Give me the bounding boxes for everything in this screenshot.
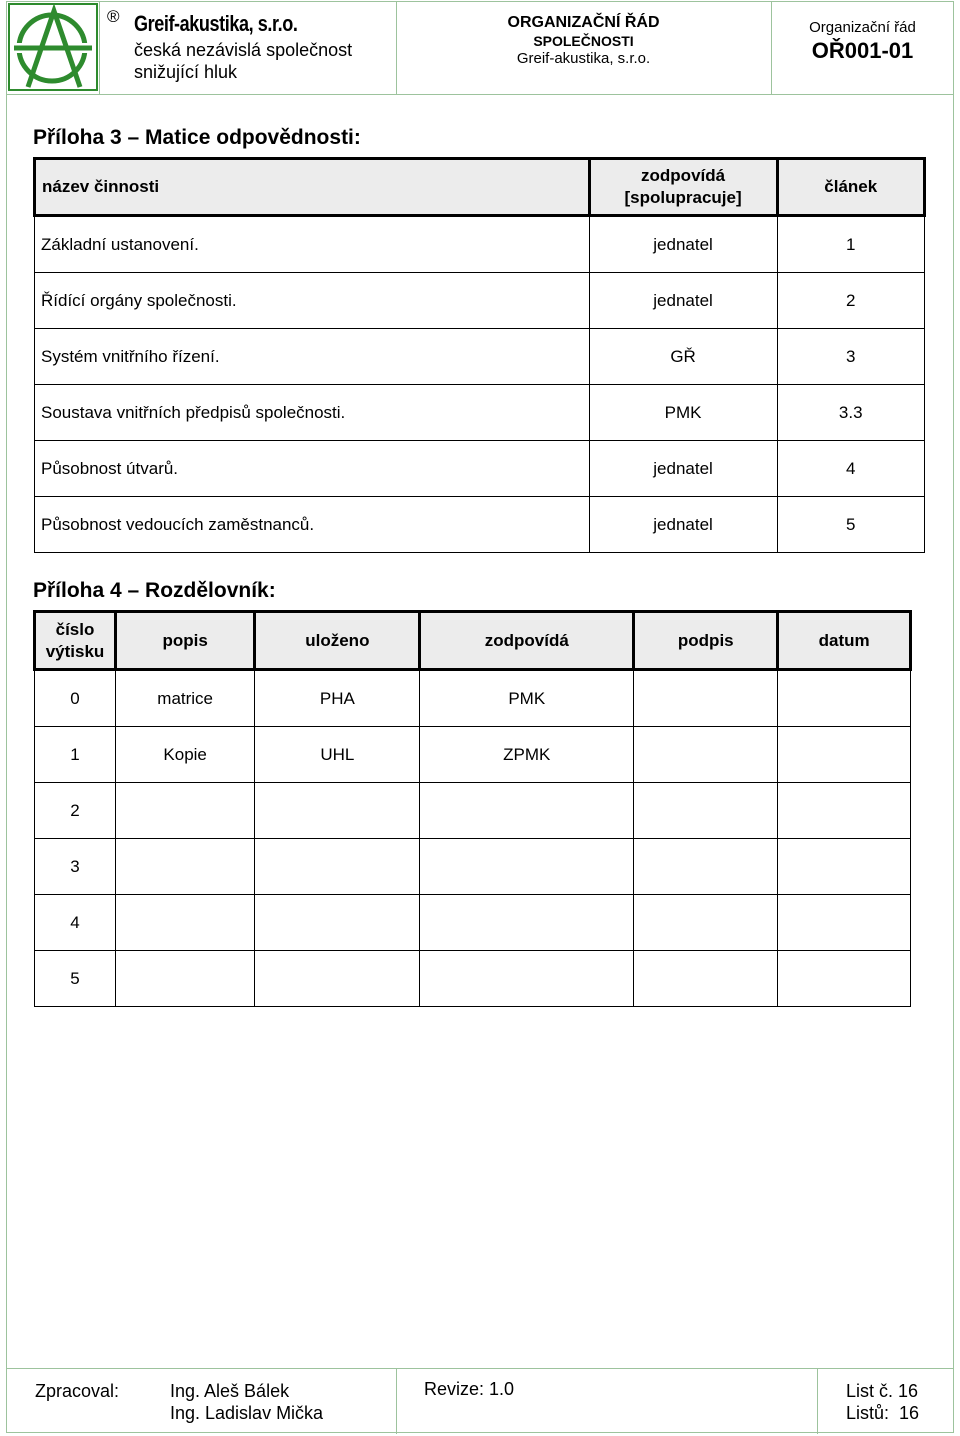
company-tagline-1: česká nezávislá společnost [134, 40, 353, 60]
date-cell [778, 951, 911, 1007]
description-cell: Kopie [116, 727, 255, 783]
company-tagline-2: snižující hluk [134, 62, 238, 82]
description-cell [116, 783, 255, 839]
signature-cell [634, 727, 778, 783]
signature-cell [634, 839, 778, 895]
activity-cell: Působnost vedoucích zaměstnanců. [35, 497, 590, 553]
description-cell [116, 895, 255, 951]
table-row [35, 385, 925, 441]
responsible-cell [420, 783, 634, 839]
responsible-cell: ZPMK [420, 727, 634, 783]
copy-number-cell: 1 [35, 727, 116, 783]
activity-cell: Řídící orgány společnosti. [35, 273, 590, 329]
signature-cell [634, 895, 778, 951]
activity-cell: Soustava vnitřních předpisů společnosti. [35, 385, 590, 441]
doc-type: Organizační řád [809, 19, 916, 36]
distribution-table [33, 610, 912, 1007]
doc-title-line2: SPOLEČNOSTI [533, 33, 634, 49]
copy-number-cell: 2 [35, 783, 116, 839]
copy-number-cell: 0 [35, 670, 116, 727]
column-header: datum [778, 612, 911, 670]
activity-cell: Systém vnitřního řízení. [35, 329, 590, 385]
header-divider [99, 1, 100, 94]
sheet-number: List č. 16 [846, 1381, 919, 1401]
signature-cell [634, 670, 778, 727]
document-code-block [771, 19, 954, 65]
column-header: uloženo [255, 612, 420, 670]
responsible-cell: GŘ [589, 329, 777, 385]
processed-by-label: Zpracoval: [35, 1381, 120, 1401]
responsible-cell: jednatel [589, 216, 777, 273]
article-cell: 1 [777, 216, 925, 273]
table-row [35, 329, 925, 385]
description-cell: matrice [116, 670, 255, 727]
author-2: Ing. Ladislav Mička [170, 1403, 324, 1423]
signature-cell [634, 951, 778, 1007]
column-header: číslo výtisku [35, 612, 116, 670]
doc-title-line3: Greif-akustika, s.r.o. [516, 50, 651, 67]
responsible-cell: PMK [420, 670, 634, 727]
distribution-title: Příloha 4 – Rozdělovník: [33, 579, 276, 602]
stored-cell [255, 895, 420, 951]
table-row [35, 670, 911, 727]
table-row [35, 895, 911, 951]
description-cell [116, 839, 255, 895]
document-title [396, 13, 771, 68]
date-cell [778, 727, 911, 783]
article-cell: 3.3 [777, 385, 925, 441]
copy-number-cell: 4 [35, 895, 116, 951]
footer-divider [396, 1369, 397, 1434]
sheets-total: Listů: 16 [846, 1403, 920, 1423]
copy-number-cell: 3 [35, 839, 116, 895]
table-row [35, 783, 911, 839]
stored-cell: UHL [255, 727, 420, 783]
table-row [35, 273, 925, 329]
author-1: Ing. Aleš Bálek [170, 1381, 290, 1401]
stored-cell: PHA [255, 670, 420, 727]
responsibility-matrix-table [33, 157, 926, 553]
description-cell [116, 951, 255, 1007]
table-row [35, 727, 911, 783]
column-header: podpis [634, 612, 778, 670]
table-row [35, 839, 911, 895]
revision: Revize: 1.0 [424, 1379, 515, 1399]
column-header: popis [116, 612, 255, 670]
date-cell [778, 670, 911, 727]
responsible-cell: jednatel [589, 497, 777, 553]
table-row [35, 441, 925, 497]
registered-mark: ® [107, 7, 120, 26]
footer-divider [817, 1369, 818, 1434]
copy-number-cell: 5 [35, 951, 116, 1007]
activity-cell: Působnost útvarů. [35, 441, 590, 497]
company-name: Greif-akustika, s.r.o. [134, 11, 298, 36]
column-header: článek [777, 159, 925, 216]
doc-title-line1: ORGANIZAČNÍ ŘÁD [507, 14, 660, 31]
responsible-cell [420, 839, 634, 895]
stored-cell [255, 839, 420, 895]
stored-cell [255, 783, 420, 839]
date-cell [778, 839, 911, 895]
date-cell [778, 783, 911, 839]
responsible-cell: jednatel [589, 441, 777, 497]
responsible-cell: PMK [589, 385, 777, 441]
article-cell: 5 [777, 497, 925, 553]
responsible-cell [420, 951, 634, 1007]
column-header: zodpovídá [spolupracuje] [589, 159, 777, 216]
table-header-row [35, 159, 925, 216]
company-logo [8, 3, 98, 91]
document-footer [6, 1368, 954, 1434]
signature-cell [634, 783, 778, 839]
document-header [6, 1, 954, 95]
article-cell: 3 [777, 329, 925, 385]
column-header: zodpovídá [420, 612, 634, 670]
stored-cell [255, 951, 420, 1007]
responsible-cell: jednatel [589, 273, 777, 329]
table-row [35, 216, 925, 273]
article-cell: 4 [777, 441, 925, 497]
table-row [35, 497, 925, 553]
column-header: název činnosti [35, 159, 590, 216]
ga-logo-icon [10, 5, 96, 89]
date-cell [778, 895, 911, 951]
table-header-row [35, 612, 911, 670]
table-row [35, 951, 911, 1007]
doc-code: OŘ001-01 [811, 38, 914, 63]
matrix-title: Příloha 3 – Matice odpovědnosti: [33, 126, 361, 149]
activity-cell: Základní ustanovení. [35, 216, 590, 273]
article-cell: 2 [777, 273, 925, 329]
responsible-cell [420, 895, 634, 951]
